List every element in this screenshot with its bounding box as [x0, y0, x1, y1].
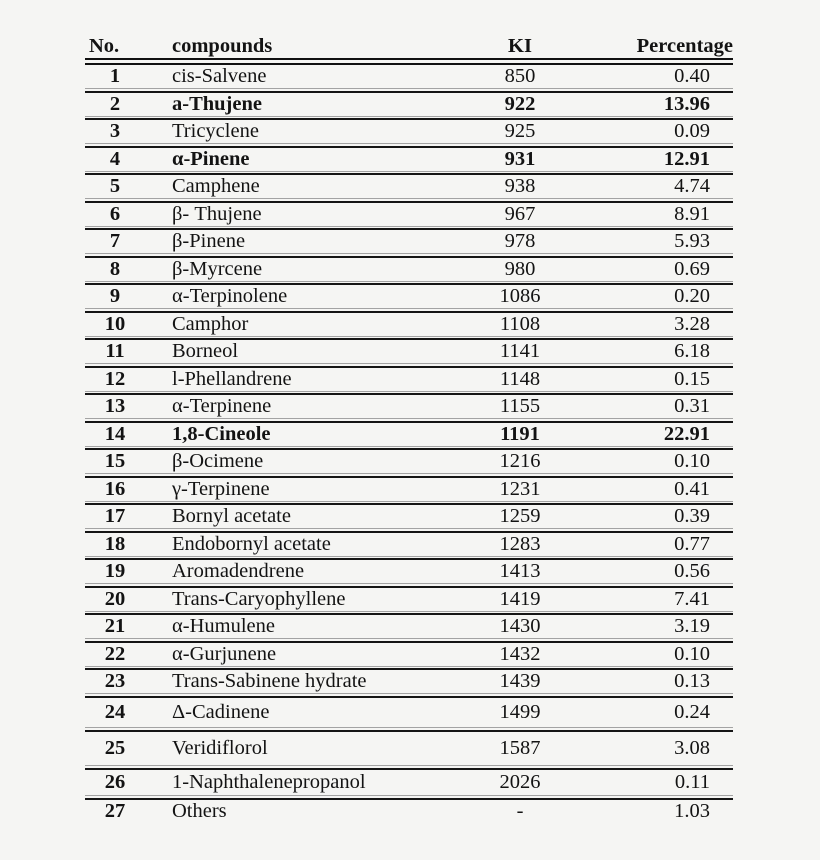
table-row — [85, 340, 733, 363]
cell-no: 14 — [104, 422, 126, 445]
cell-compound: Trans-Sabinene hydrate — [172, 670, 367, 693]
cell-compound: Veridiflorol — [172, 737, 268, 759]
cell-compound: a-Thujene — [172, 92, 262, 115]
cell-no: 12 — [104, 367, 126, 390]
cell-percentage: 7.41 — [674, 587, 710, 610]
cell-no: 3 — [109, 120, 121, 143]
cell-compound: Δ-Cadinene — [172, 701, 270, 723]
cell-compound: α-Pinene — [172, 147, 250, 170]
cell-no: 22 — [104, 642, 126, 665]
cell-compound: Endobornyl acetate — [172, 532, 331, 555]
cell-compound: Bornyl acetate — [172, 505, 291, 528]
cell-ki: 1231 — [499, 477, 541, 500]
cell-percentage: 13.96 — [663, 92, 710, 115]
cell-no: 9 — [109, 285, 121, 308]
table-row — [85, 148, 733, 171]
cell-ki: 925 — [504, 120, 536, 143]
cell-percentage: 0.31 — [674, 395, 710, 418]
cell-percentage: 0.56 — [674, 560, 710, 583]
cell-no: 13 — [104, 395, 126, 418]
table-row — [85, 770, 733, 796]
cell-no: 18 — [104, 532, 126, 555]
cell-ki: 1148 — [499, 367, 541, 390]
cell-compound: Aromadendrene — [172, 560, 305, 583]
cell-no: 6 — [109, 202, 121, 225]
cell-ki: 938 — [504, 175, 536, 198]
cell-compound: cis-Salvene — [172, 65, 267, 88]
cell-percentage: 5.93 — [674, 230, 710, 253]
cell-ki: 2026 — [499, 771, 541, 793]
cell-compound: Others — [172, 800, 227, 823]
cell-percentage: 1.03 — [674, 800, 710, 823]
table-row — [85, 368, 733, 391]
cell-ki: 1108 — [499, 312, 541, 335]
cell-compound: 1-Naphthalenepropanol — [172, 771, 366, 793]
cell-no: 24 — [104, 701, 126, 723]
cell-no: 11 — [105, 340, 125, 363]
table-row — [85, 313, 733, 336]
table-row — [85, 643, 733, 666]
table-row — [85, 505, 733, 528]
table-row — [85, 258, 733, 281]
cell-percentage: 22.91 — [663, 422, 710, 445]
cell-no: 5 — [109, 175, 121, 198]
cell-ki: 931 — [504, 147, 536, 170]
cell-ki: 1141 — [499, 340, 541, 363]
table-row — [85, 732, 733, 766]
table-row — [85, 65, 733, 88]
cell-compound: Borneol — [172, 340, 239, 363]
cell-percentage: 3.08 — [674, 737, 710, 759]
table-row — [85, 670, 733, 693]
cell-ki: 922 — [504, 92, 536, 115]
table-row — [85, 698, 733, 728]
table-row — [85, 423, 733, 446]
cell-compound: Camphene — [172, 175, 260, 198]
table-row — [85, 478, 733, 501]
column-header-no: No. — [89, 34, 120, 57]
cell-no: 8 — [109, 257, 121, 280]
cell-ki: 1587 — [499, 737, 541, 759]
cell-percentage: 3.19 — [674, 615, 710, 638]
cell-compound: β-Myrcene — [172, 257, 263, 280]
column-header-percentage: Percentage — [636, 34, 733, 57]
cell-ki: 1430 — [499, 615, 541, 638]
cell-ki: 1216 — [499, 450, 541, 473]
table-row — [85, 395, 733, 418]
cell-compound: l-Phellandrene — [172, 367, 292, 390]
table-row — [85, 175, 733, 198]
cell-percentage: 4.74 — [674, 175, 710, 198]
cell-percentage: 0.10 — [674, 642, 710, 665]
cell-percentage: 0.13 — [674, 670, 710, 693]
compounds-table — [85, 34, 733, 824]
cell-ki: 1432 — [499, 642, 541, 665]
table-row — [85, 285, 733, 308]
cell-compound: β- Thujene — [172, 202, 262, 225]
header-divider — [85, 58, 733, 65]
cell-no: 27 — [104, 800, 126, 823]
cell-ki: 1283 — [499, 532, 541, 555]
cell-ki: 1191 — [500, 422, 540, 445]
table-row — [85, 588, 733, 611]
cell-percentage: 0.39 — [674, 505, 710, 528]
cell-compound: α-Terpinene — [172, 395, 272, 418]
table-row — [85, 800, 733, 824]
cell-ki: 1086 — [499, 285, 541, 308]
table-row — [85, 120, 733, 143]
cell-no: 23 — [104, 670, 126, 693]
cell-ki: 967 — [504, 202, 536, 225]
cell-ki: 850 — [504, 65, 536, 88]
cell-percentage: 0.11 — [674, 771, 710, 793]
cell-no: 21 — [104, 615, 126, 638]
cell-percentage: 0.09 — [674, 120, 710, 143]
cell-ki: - — [516, 800, 524, 823]
cell-compound: β-Pinene — [172, 230, 246, 253]
table-row — [85, 93, 733, 116]
cell-compound: α-Humulene — [172, 615, 275, 638]
cell-percentage: 0.77 — [674, 532, 710, 555]
cell-no: 2 — [109, 92, 121, 115]
cell-no: 4 — [109, 147, 121, 170]
cell-percentage: 0.41 — [674, 477, 710, 500]
cell-compound: γ-Terpinene — [172, 477, 270, 500]
cell-no: 19 — [104, 560, 126, 583]
cell-ki: 1499 — [499, 701, 541, 723]
cell-ki: 1419 — [499, 587, 541, 610]
cell-no: 25 — [104, 737, 126, 759]
table-row — [85, 450, 733, 473]
table-row — [85, 533, 733, 556]
table-row — [85, 203, 733, 226]
cell-no: 16 — [104, 477, 126, 500]
cell-compound: α-Terpinolene — [172, 285, 288, 308]
cell-no: 7 — [109, 230, 121, 253]
cell-percentage: 0.10 — [674, 450, 710, 473]
cell-compound: Trans-Caryophyllene — [172, 587, 346, 610]
table-row — [85, 230, 733, 253]
cell-ki: 1155 — [499, 395, 541, 418]
cell-no: 10 — [104, 312, 126, 335]
cell-no: 1 — [109, 65, 121, 88]
cell-ki: 978 — [504, 230, 536, 253]
cell-percentage: 8.91 — [674, 202, 710, 225]
cell-percentage: 0.20 — [674, 285, 710, 308]
cell-ki: 1259 — [499, 505, 541, 528]
cell-compound: β-Ocimene — [172, 450, 264, 473]
cell-compound: α-Gurjunene — [172, 642, 277, 665]
cell-percentage: 0.15 — [674, 367, 710, 390]
cell-percentage: 12.91 — [663, 147, 710, 170]
column-header-compounds: compounds — [172, 34, 273, 57]
cell-percentage: 0.69 — [674, 257, 710, 280]
cell-ki: 1439 — [499, 670, 541, 693]
column-header-ki: KI — [508, 34, 532, 57]
cell-no: 20 — [104, 587, 126, 610]
cell-no: 26 — [104, 771, 126, 793]
cell-ki: 980 — [504, 257, 536, 280]
table-row — [85, 560, 733, 583]
cell-ki: 1413 — [499, 560, 541, 583]
cell-compound: Camphor — [172, 312, 249, 335]
cell-percentage: 0.40 — [674, 65, 710, 88]
cell-no: 15 — [104, 450, 126, 473]
cell-percentage: 3.28 — [674, 312, 710, 335]
table-body — [85, 65, 733, 824]
cell-no: 17 — [104, 505, 126, 528]
cell-compound: Tricyclene — [172, 120, 259, 143]
cell-compound: 1,8-Cineole — [172, 422, 271, 445]
cell-percentage: 0.24 — [674, 701, 710, 723]
table-row — [85, 615, 733, 638]
table-header-row — [85, 34, 733, 58]
cell-percentage: 6.18 — [674, 340, 710, 363]
